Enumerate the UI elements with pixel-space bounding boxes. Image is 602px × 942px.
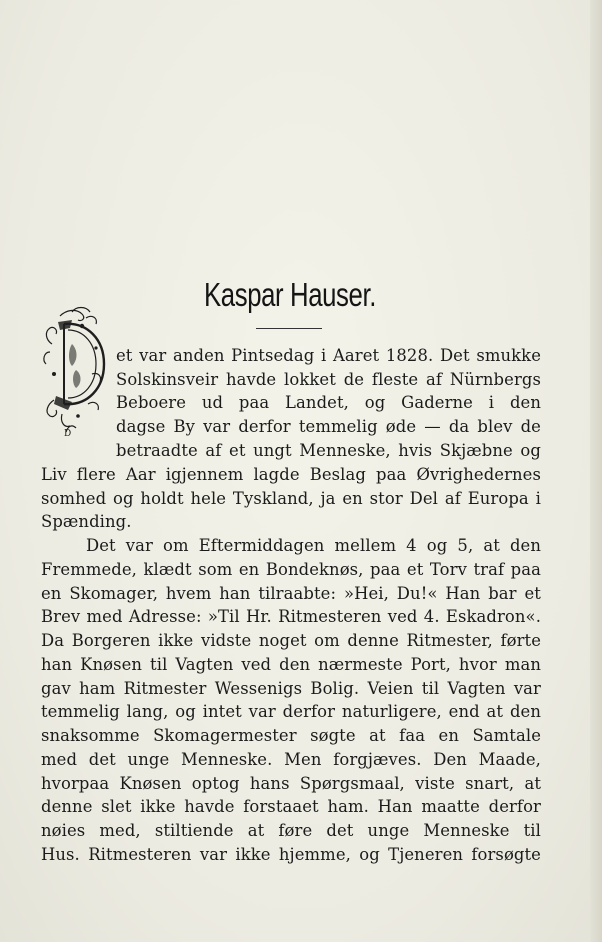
text-line: et var anden Pintsedag i Aaret 1828. Det smukke <box>116 346 541 365</box>
text-line: med det unge Menneske. Men forgjæves. Den Maade, <box>41 750 541 769</box>
page-edge-shadow <box>590 0 602 942</box>
ornamental-drop-cap <box>42 304 108 438</box>
title-rule <box>256 328 322 329</box>
text-line: han Knøsen til Vagten ved den nærmeste Port, hvor man <box>41 655 541 674</box>
text-line: snaksomme Skomagermester søgte at faa en Samtale <box>41 726 541 745</box>
text-line: Brev med Adresse: »Til Hr. Ritmesteren ved 4. Eskadron«. <box>41 607 541 626</box>
text-line: Da Borgeren ikke vidste noget om denne Ritmester, førte <box>41 631 541 650</box>
text-line: somhed og holdt hele Tyskland, ja en stor Del af Europa i <box>41 489 541 508</box>
text-line: Liv flere Aar igjennem lagde Beslag paa Øvrighedernes <box>41 465 541 484</box>
text-line: hvorpaa Knøsen optog hans Spørgsmaal, viste snart, at <box>41 774 541 793</box>
drop-cap-letter: D <box>64 429 72 438</box>
text-line: temmelig lang, og intet var derfor naturligere, end at den <box>41 702 541 721</box>
text-line: Spænding. <box>41 512 132 531</box>
text-line: Beboere ud paa Landet, og Gaderne i den <box>116 393 541 412</box>
text-line: Det var om Eftermiddagen mellem 4 og 5, at den <box>86 536 541 555</box>
text-line: Solskinsveir havde lokket de fleste af Nürnbergs <box>116 370 541 389</box>
text-line: nøies med, stiltiende at føre det unge Menneske til <box>41 821 541 840</box>
text-line: betraadte af et ungt Menneske, hvis Skjæbne og <box>116 441 541 460</box>
text-line: Fremmede, klædt som en Bondeknøs, paa et Torv traf paa <box>41 560 541 579</box>
text-line: gav ham Ritmester Wessenigs Bolig. Veien til Vagten var <box>41 679 541 698</box>
text-line: dagse By var derfor temmelig øde — da blev de <box>116 417 541 436</box>
text-line: denne slet ikke havde forstaaet ham. Han maatte derfor <box>41 797 541 816</box>
text-line: en Skomager, hvem han tilraabte: »Hei, Du!« Han bar et <box>41 584 541 603</box>
text-line: Hus. Ritmesteren var ikke hjemme, og Tjeneren forsøgte <box>41 845 541 864</box>
chapter-title: Kaspar Hauser. <box>204 276 376 313</box>
